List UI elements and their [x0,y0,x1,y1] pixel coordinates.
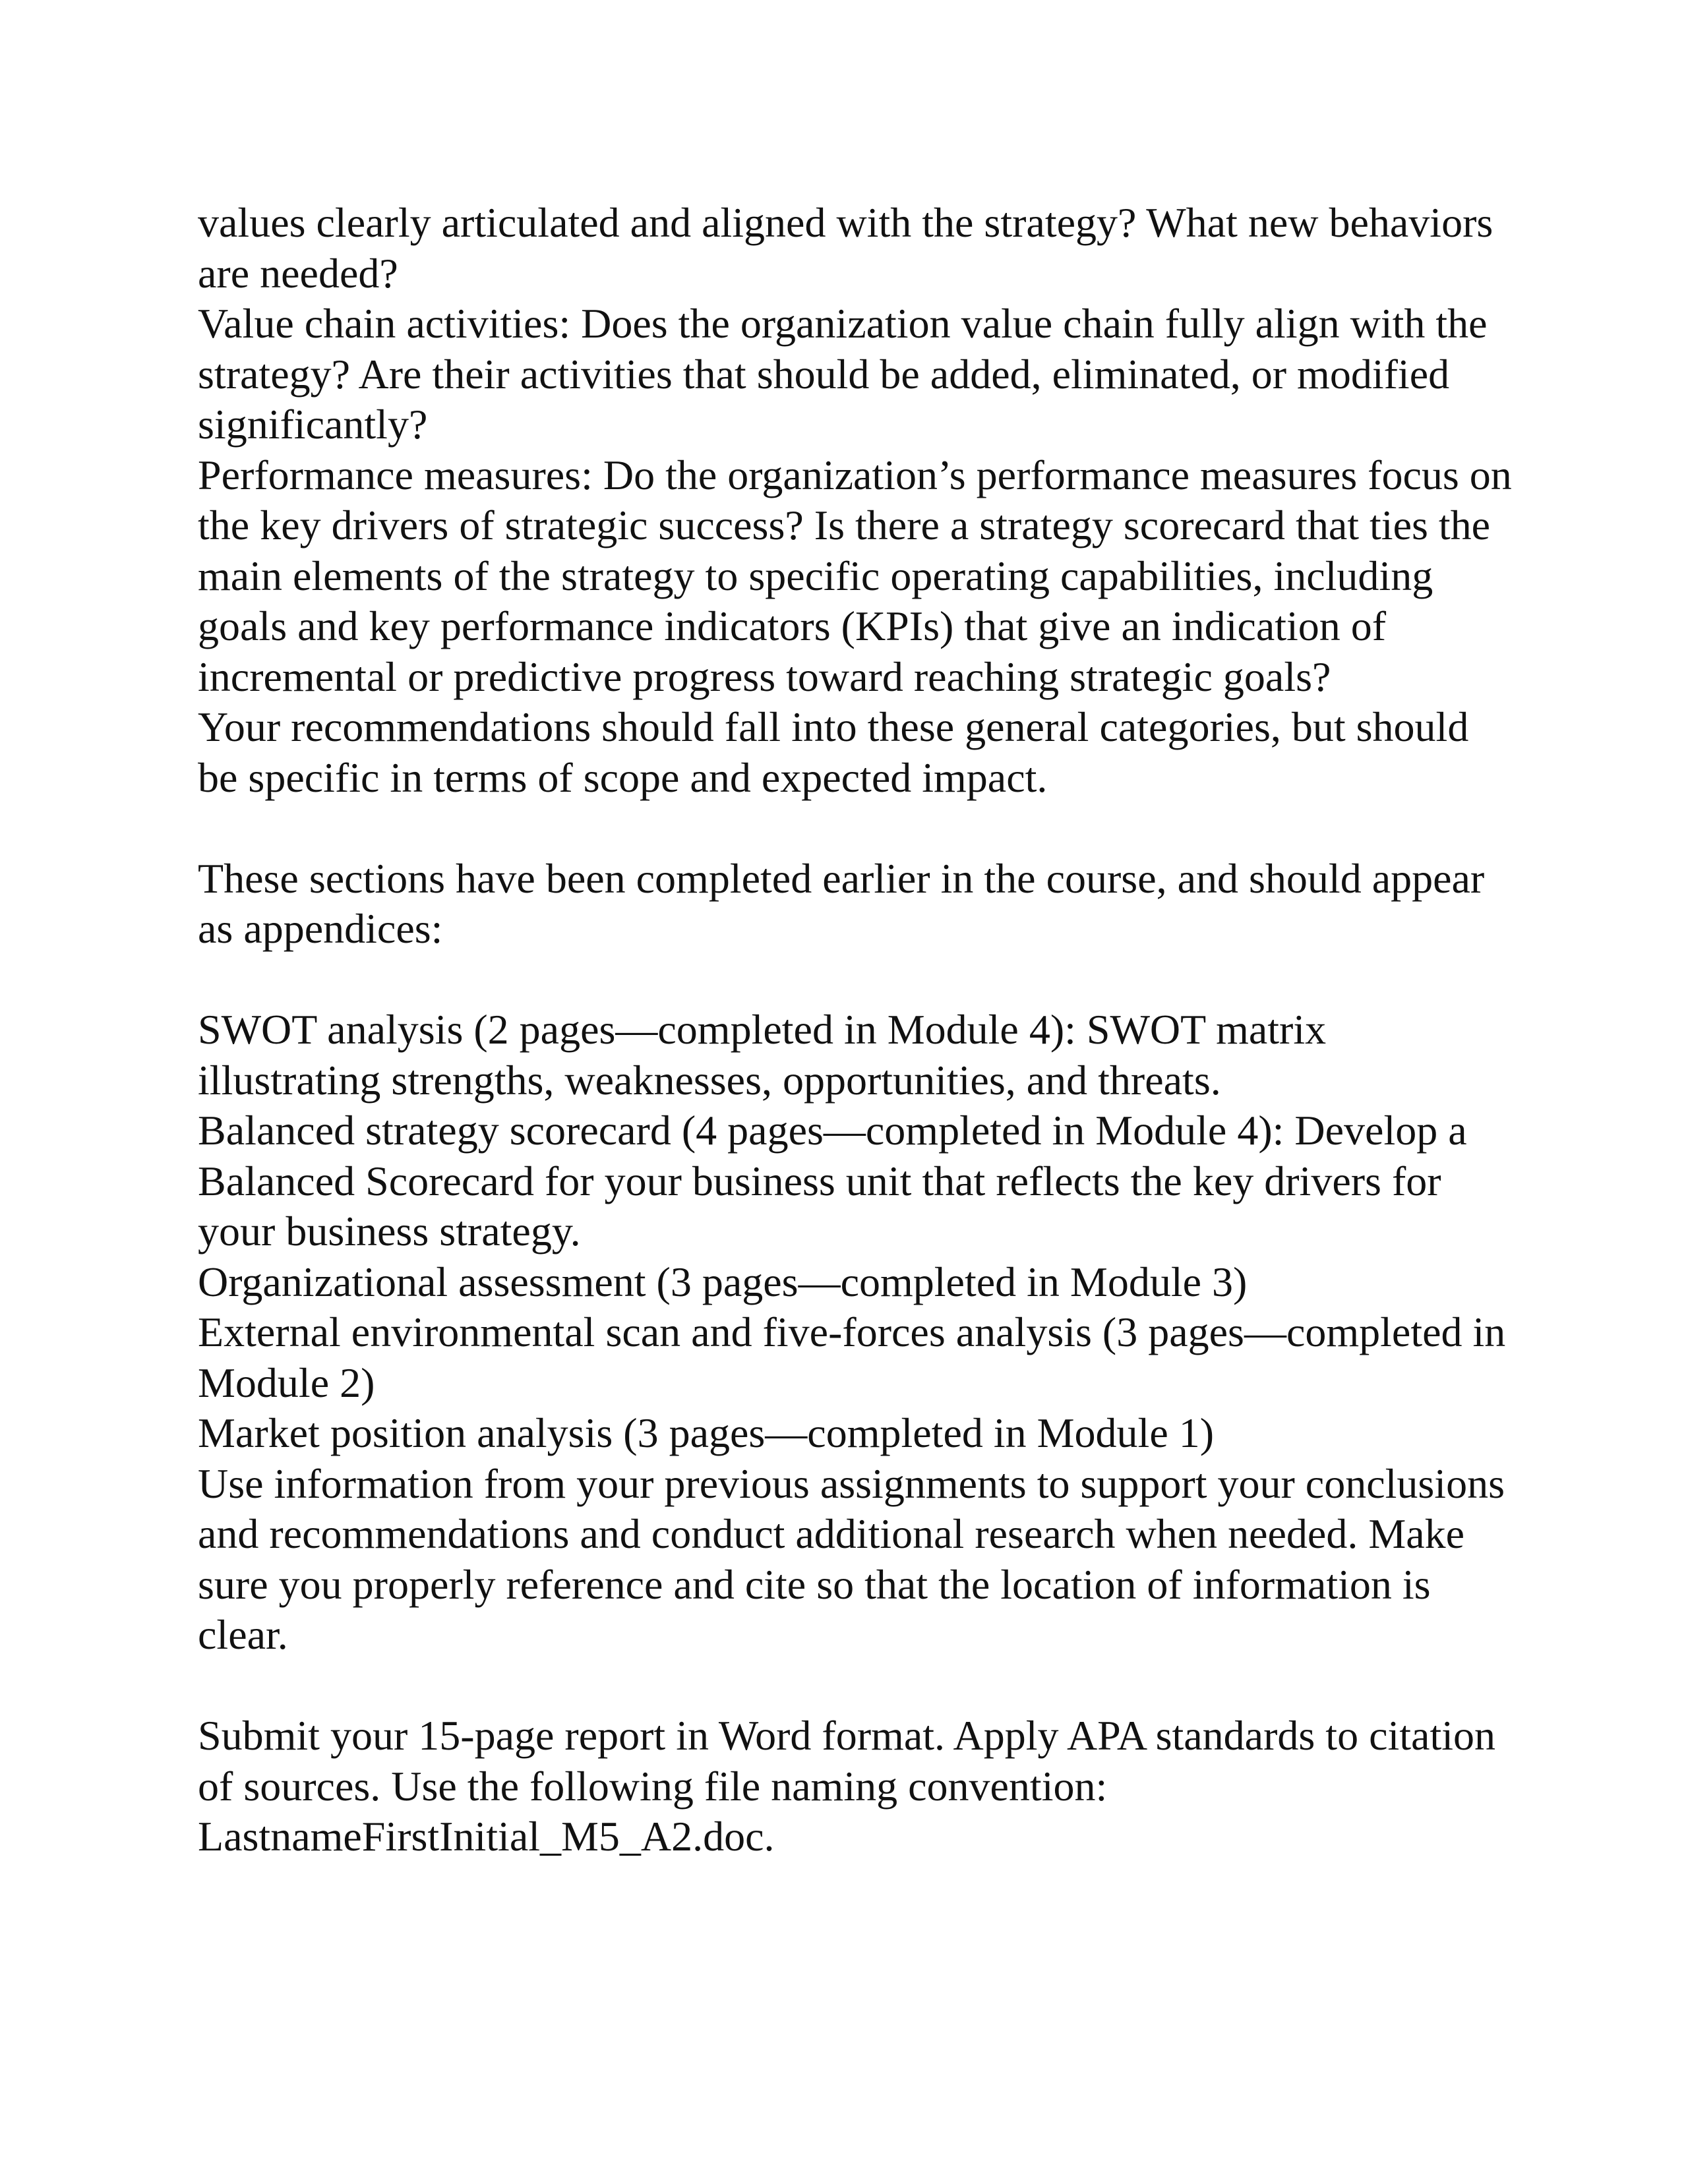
appendix-balanced-scorecard: Balanced strategy scorecard (4 pages—completed in Module 4): Develop a Balanced Scorecard for your business unit that reflects the key drivers for your business strategy. [198,1107,1467,1254]
paragraph-performance-measures: Performance measures: Do the organization’s performance measures focus on the key drivers of strategic success? Is there a strategy scorecard that ties the main elements of the strategy to specific operating capabilities, including goals and key performance indicators (KPIs) that give an indication of incremental or predictive progress toward reaching strategic goals? [198,451,1512,700]
appendix-market-position: Market position analysis (3 pages—completed in Module 1) [198,1409,1215,1456]
paragraph-use-information: Use information from your previous assignments to support your conclusions and recommendations and conduct additional research when needed. Make sure you properly reference and cite so that the location of information is clear. [198,1460,1505,1658]
paragraph-spacer [198,803,1517,854]
paragraph-submission: Submit your 15-page report in Word format. Apply APA standards to citation of sources. Use the following file naming convention: LastnameFirstInitial_M5_A2.doc. [198,1712,1495,1860]
appendix-organizational-assessment: Organizational assessment (3 pages—completed in Module 3) [198,1258,1248,1305]
appendix-swot: SWOT analysis (2 pages—completed in Module 4): SWOT matrix illustrating strengths, weaknesses, opportunities, and threats. [198,1006,1327,1104]
paragraph-spacer [198,955,1517,1005]
appendix-external-scan: External environmental scan and five-forces analysis (3 pages—completed in Module 2) [198,1309,1506,1406]
paragraph-recommendations: Your recommendations should fall into these general categories, but should be specific in terms of scope and expected impact. [198,703,1469,801]
paragraph-values: values clearly articulated and aligned with the strategy? What new behaviors are needed? [198,199,1493,297]
document-body [198,198,1517,1862]
paragraph-appendices-intro: These sections have been completed earlier in the course, and should appear as appendices: [198,854,1485,952]
paragraph-value-chain: Value chain activities: Does the organization value chain fully align with the strategy? Are their activities that should be added, eliminated, or modified significantly? [198,300,1488,448]
paragraph-spacer [198,1661,1517,1711]
